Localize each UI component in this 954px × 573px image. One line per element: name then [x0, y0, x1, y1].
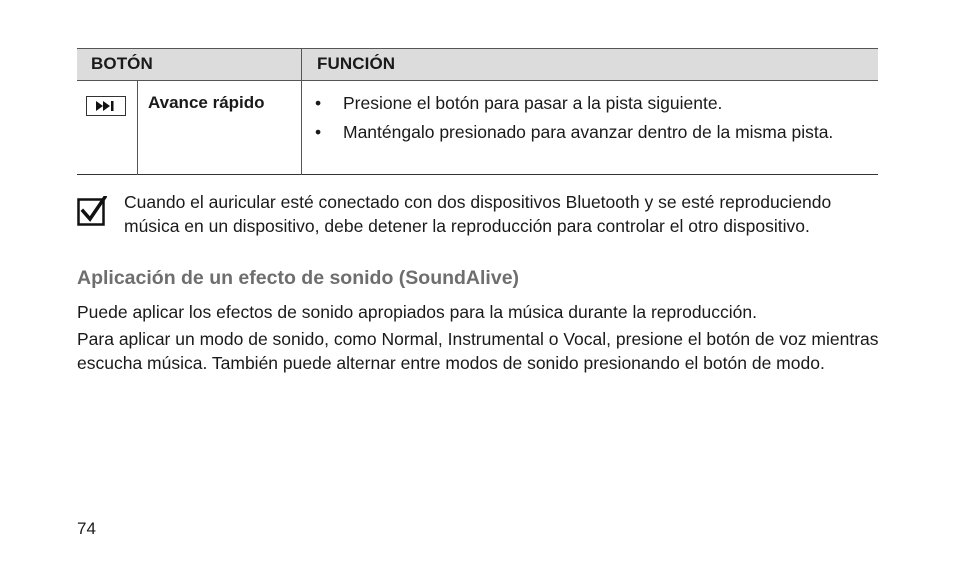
list-item — [315, 120, 875, 168]
bullet-dot: • — [315, 93, 322, 113]
column-divider-label-function — [301, 81, 302, 175]
button-function-table — [77, 48, 878, 175]
section-title: Aplicación de un efecto de sonido (SoundAlive) — [77, 267, 520, 289]
column-divider-icon-label — [137, 81, 138, 175]
note-text: Cuando el auricular esté conectado con dos dispositivos Bluetooth y se esté reproduciendo música en un dispositivo, debe detener la reproducción para controlar el otro dispositivo. — [124, 192, 832, 236]
list-item — [315, 91, 875, 115]
section-paragraph: Puede aplicar los efectos de sonido apropiados para la música durante la reproducción. — [77, 302, 758, 322]
checkbox-note-icon — [77, 196, 107, 226]
page-number: 74 — [77, 519, 96, 538]
section-paragraph: Para aplicar un modo de sonido, como Normal, Instrumental o Vocal, presione el botón de voz mientras escucha música. También puede alternar entre modos de sonido presionando el botón de modo. — [77, 329, 879, 373]
bullet-dot: • — [315, 122, 322, 142]
header-boton: BOTÓN — [91, 54, 153, 73]
table-header-row — [77, 49, 878, 81]
function-description: Presione el botón para pasar a la pista siguiente. — [343, 93, 723, 113]
fast-forward-next-icon — [86, 96, 126, 116]
header-divider — [301, 49, 302, 81]
row-label-avance-rapido: Avance rápido — [148, 93, 265, 112]
function-description: Manténgalo presionado para avanzar dentro de la misma pista. — [343, 122, 834, 142]
header-funcion: FUNCIÓN — [317, 54, 396, 73]
